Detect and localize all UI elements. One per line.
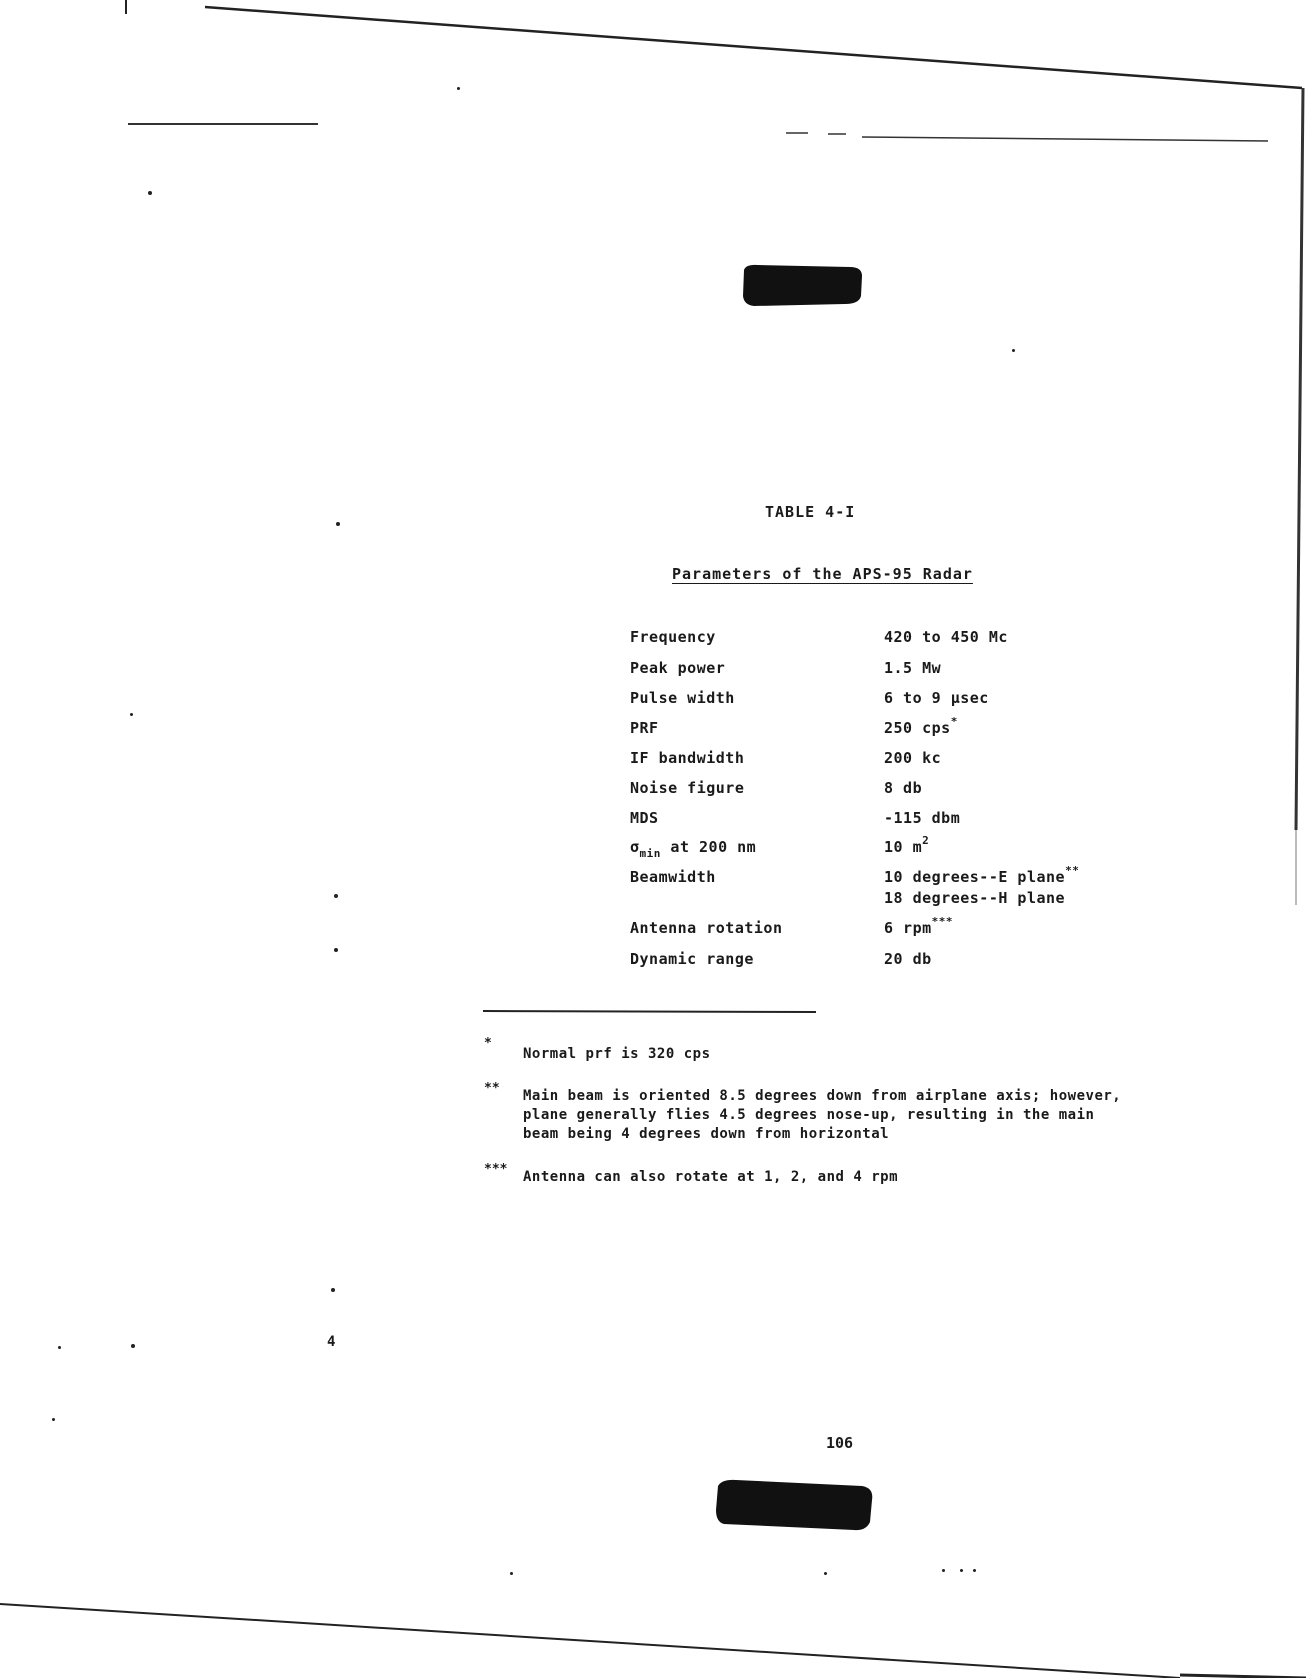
param-name: Frequency [630, 628, 716, 646]
param-name: IF bandwidth [630, 749, 745, 767]
table-subtitle: Parameters of the APS-95 Radar [672, 565, 973, 583]
scan-speck [148, 191, 152, 195]
param-value: -115 dbm [884, 809, 961, 827]
scan-speck [942, 1569, 945, 1572]
param-value: 1.5 Mw [884, 659, 942, 677]
footnote-text: Normal prf is 320 cps [523, 1046, 711, 1062]
sigma-subscript: min [639, 847, 661, 860]
param-value [884, 915, 954, 937]
param-value [884, 715, 958, 737]
param-value-text: 10 degrees--E plane [884, 868, 1066, 886]
sigma-symbol: σ [630, 838, 640, 856]
page-number: 106 [826, 1434, 854, 1452]
param-name: PRF [630, 719, 659, 737]
scan-speck [457, 87, 460, 90]
param-name: MDS [630, 809, 659, 827]
param-value: 200 kc [884, 749, 942, 767]
footnote-mark: ** [484, 1081, 500, 1096]
footnote-text: Antenna can also rotate at 1, 2, and 4 rpm [523, 1169, 899, 1185]
scan-speck [824, 1572, 827, 1575]
footnote-mark: * [484, 1036, 492, 1051]
footnote-text: beam being 4 degrees down from horizontal [523, 1126, 890, 1142]
footnote-text: Main beam is oriented 8.5 degrees down from airplane axis; however, [523, 1088, 1122, 1104]
redaction-block-top [740, 262, 865, 308]
param-name: Noise figure [630, 779, 745, 797]
param-value: 20 db [884, 950, 932, 968]
scan-speck [960, 1569, 963, 1572]
param-name: Dynamic range [630, 950, 754, 968]
scan-speck [334, 894, 338, 898]
footnote-ref-mark: ** [1065, 864, 1080, 877]
footnote-mark: *** [484, 1162, 508, 1177]
scan-speck [973, 1569, 976, 1572]
superscript: 2 [922, 834, 930, 847]
param-value: 8 db [884, 779, 923, 797]
scan-speck [58, 1346, 61, 1349]
scan-speck [52, 1418, 55, 1421]
param-name: Antenna rotation [630, 919, 783, 937]
scan-speck [336, 522, 340, 526]
redaction-block-bottom [714, 1478, 876, 1532]
stray-mark: 4 [327, 1334, 336, 1350]
footnote-text: plane generally flies 4.5 degrees nose-up, resulting in the main [523, 1107, 1095, 1123]
scan-speck [130, 713, 133, 716]
scan-speck [1012, 349, 1015, 352]
param-name: Pulse width [630, 689, 735, 707]
param-value-text: 6 rpm [884, 919, 932, 937]
param-value [884, 864, 1080, 886]
param-name: Peak power [630, 659, 726, 677]
scan-speck [131, 1344, 135, 1348]
param-value: 420 to 450 Mc [884, 628, 1008, 646]
param-name: Beamwidth [630, 868, 716, 886]
param-value: 6 to 9 μsec [884, 689, 989, 707]
table-title: TABLE 4-I [765, 503, 856, 521]
param-value-line2: 18 degrees--H plane [884, 889, 1066, 907]
param-value-text: 250 cps [884, 719, 951, 737]
scan-speck [510, 1572, 513, 1575]
scan-speck [334, 948, 338, 952]
param-name-text: at 200 nm [660, 838, 757, 856]
footnote-ref-mark: *** [931, 915, 954, 928]
param-name [630, 838, 757, 860]
scan-speck [331, 1288, 335, 1292]
param-value-text: 10 m [884, 838, 923, 856]
param-value [884, 834, 930, 856]
footnote-ref-mark: * [950, 715, 958, 728]
